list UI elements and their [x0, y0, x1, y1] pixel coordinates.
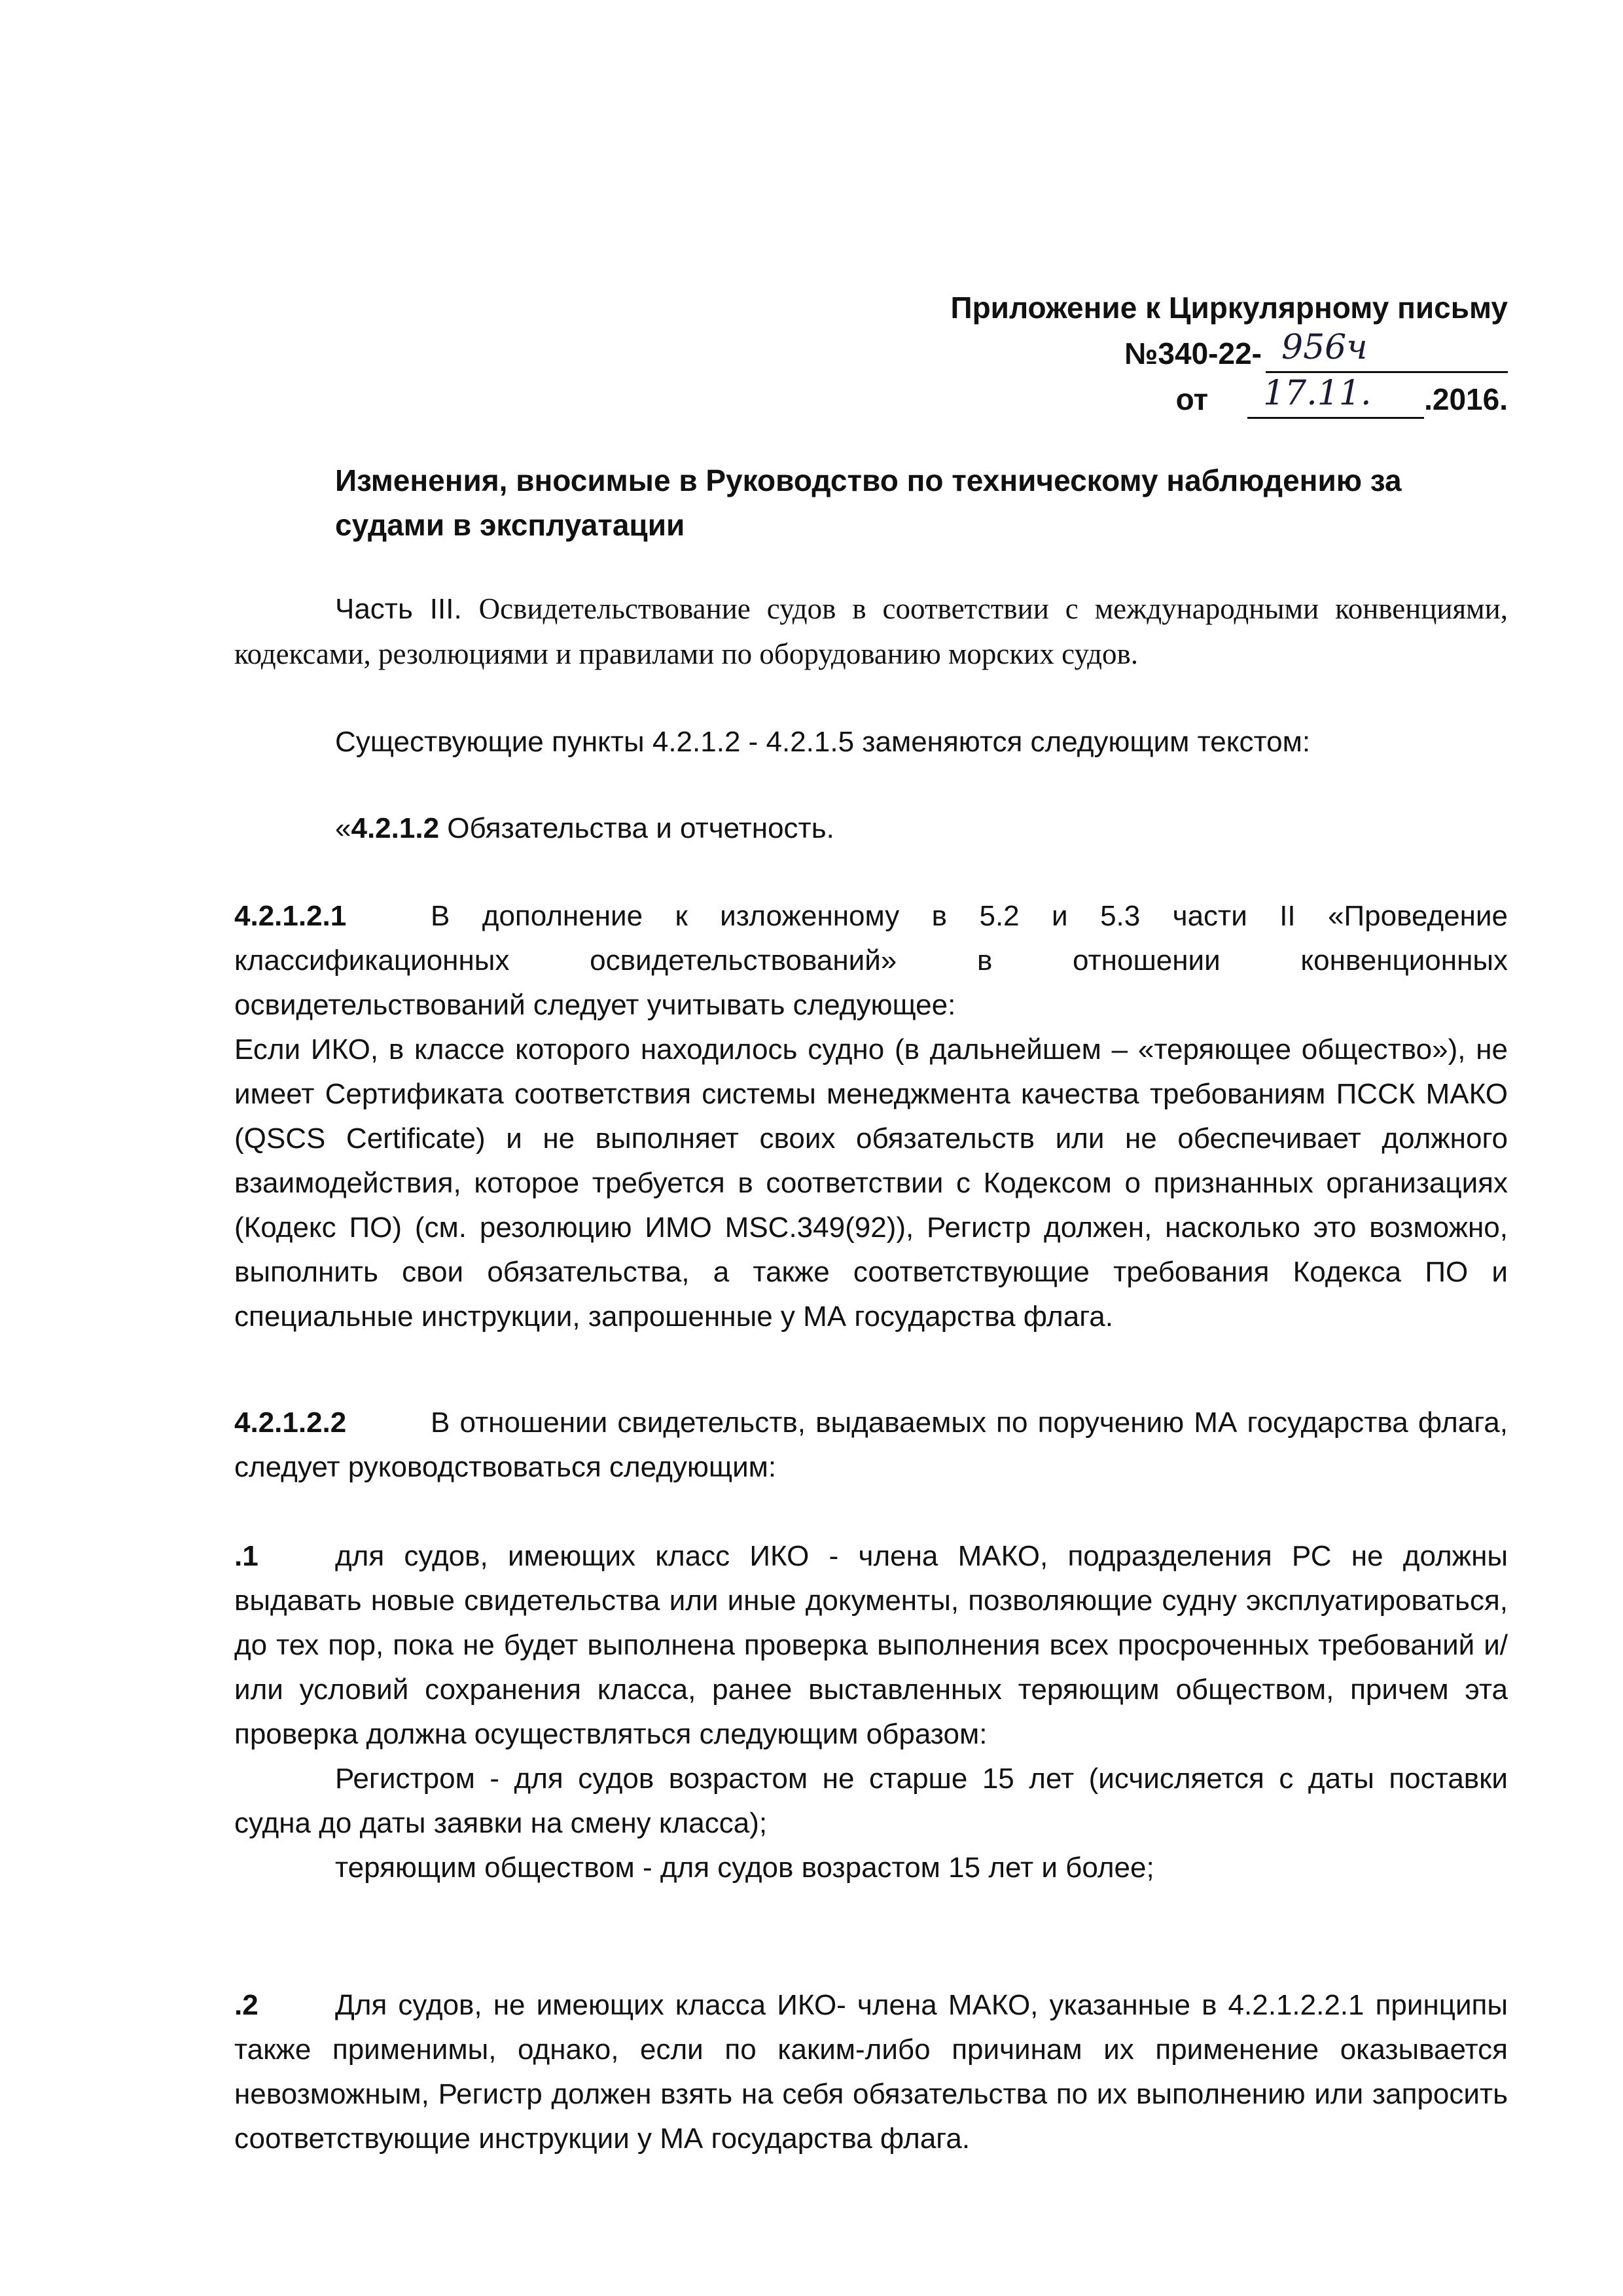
section-title	[234, 806, 1508, 851]
paragraph-text: В дополнение к изложенному в 5.2 и 5.3 части II «Проведение классификационных освидетельствований» в отношении конвенционных освидетельствований следует учитывать следующее:	[234, 900, 1508, 1021]
document-heading: Изменения, вносимые в Руководство по техническому наблюдению за судами в эксплуатации	[335, 463, 1402, 542]
paragraph-4-2-1-2-2	[234, 1401, 1508, 1490]
letter-number-handwritten: 956ч	[1281, 328, 1368, 367]
list-item-subclause-1: Регистром - для судов возрастом не старше 15 лет (исчисляется с даты поставки судна до даты заявки на смену класса);	[234, 1763, 1508, 1839]
intro-paragraph: Существующие пункты 4.2.1.2 - 4.2.1.5 заменяются следующим текстом:	[335, 726, 1311, 758]
paragraph-number: 4.2.1.2.2	[234, 1407, 347, 1439]
paragraph-text: В отношении свидетельств, выдаваемых по поручению МА государства флага, следует руководствоваться следующим:	[234, 1407, 1508, 1483]
open-quote: «	[335, 812, 351, 844]
list-item-subclause-2: теряющим обществом - для судов возрастом 15 лет и более;	[335, 1852, 1154, 1884]
section-number: 4.2.1.2	[351, 812, 440, 844]
letter-date-prefix: от	[1175, 382, 1209, 416]
list-item-text: для судов, имеющих класс ИКО - члена МАКО, подразделения РС не должны выдавать новые свидетельства или иные документы, позволяющие судну эксплуатироваться, до тех пор, пока не будет выполнена проверка выполнения всех просроченных требований и/или условий сохранения класса, ранее выставленных теряющим обществом, причем эта проверка должна осуществляться следующим образом:	[234, 1540, 1508, 1750]
part-paragraph	[234, 586, 1508, 677]
paragraph-text-continued: Если ИКО, в классе которого находилось судно (в дальнейшем – «теряющее общество»), не имеет Сертификата соответствия системы менеджмента качества требованиям ПССК МАКО (QSCS Certificate) и не выполняет своих обязательств или не обеспечивает должного взаимодействия, которое требуется в соответствии с Кодексом о признанных организациях (Кодекс ПО) (см. резолюцию ИМО MSC.349(92)), Регистр должен, насколько это возможно, выполнить свои обязательства, а также соответствующие требования Кодекса ПО и специальные инструкции, запрошенные у МА государства флага.	[234, 1033, 1508, 1333]
part-text: Освидетельствование судов в соответствии с международными конвенциями, кодексами, резолюциями и правилами по оборудованию морских судов.	[234, 592, 1508, 670]
section-title-text: Обязательства и отчетность.	[447, 812, 834, 844]
paragraph-number: 4.2.1.2.1	[234, 900, 347, 932]
paragraph-4-2-1-2-1	[234, 894, 1508, 1339]
letter-number-field	[1266, 328, 1508, 373]
letter-date-field	[1247, 374, 1424, 419]
list-item-text: Для судов, не имеющих класса ИКО- члена МАКО, указанные в 4.2.1.2.2.1 принципы также применимы, однако, если по каким-либо причинам их применение оказывается невозможным, Регистр должен взять на себя обязательства по их выполнению или запросить соответствующие инструкции у МА государства флага.	[234, 1989, 1508, 2155]
part-label: Часть III.	[335, 593, 462, 625]
appendix-title: Приложение к Циркулярному письму	[950, 291, 1508, 325]
letter-date	[1175, 374, 1508, 419]
list-item-number: .2	[234, 1989, 259, 2021]
letter-number	[1124, 328, 1508, 373]
list-item-2	[234, 1983, 1508, 2161]
letter-date-year: .2016.	[1424, 382, 1508, 416]
letter-date-handwritten: 17.11.	[1263, 374, 1372, 413]
list-item-1	[234, 1534, 1508, 1890]
list-item-number: .1	[234, 1540, 259, 1572]
letter-number-prefix: №340-22-	[1124, 336, 1262, 370]
